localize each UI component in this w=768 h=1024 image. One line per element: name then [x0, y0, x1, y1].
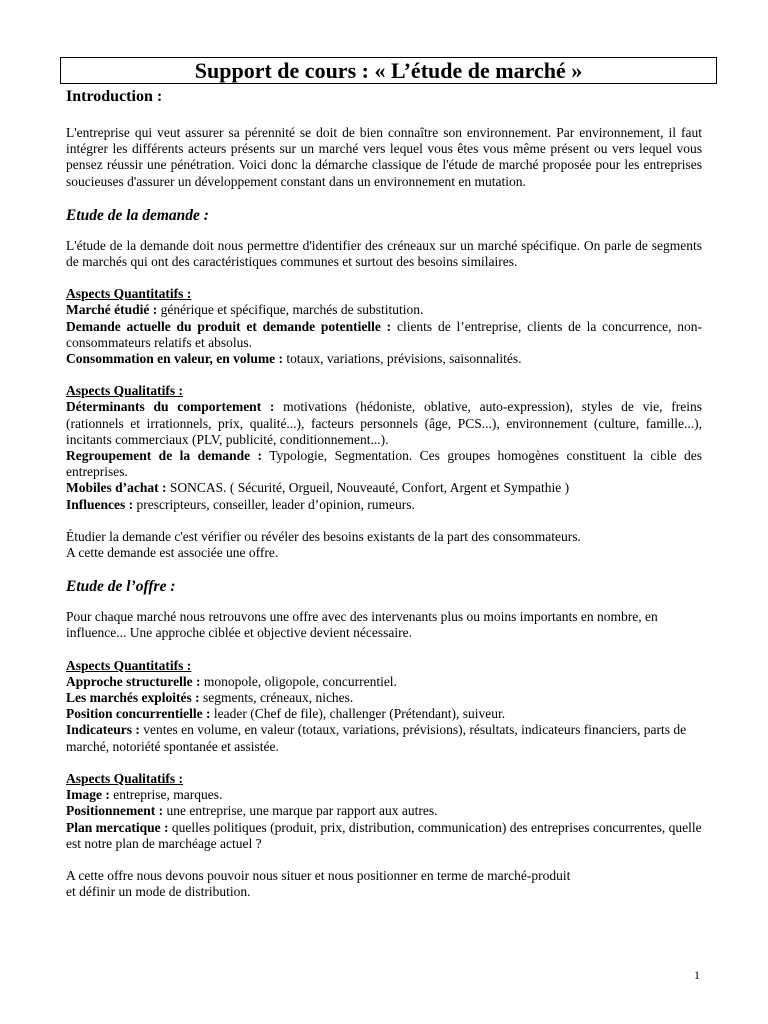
offre-quali-heading: Aspects Qualitatifs :	[66, 770, 183, 786]
intro-heading: Introduction :	[66, 88, 163, 105]
offre-quanti-item: Indicateurs : ventes en volume, en valeur (totaux, variations, prévisions), résultats, indicateurs financiers, parts de marché, notoriété spontanée et assistée.	[66, 722, 687, 754]
offre-quanti-item: Les marchés exploités : segments, créneaux, niches.	[66, 690, 354, 706]
demande-quali-item: Influences : prescripteurs, conseiller, leader d’opinion, rumeurs.	[66, 496, 415, 512]
demande-closing-1: Étudier la demande c'est vérifier ou révéler des besoins existants de la part des consommateurs.	[66, 528, 581, 544]
demande-quali-heading: Aspects Qualitatifs :	[66, 383, 183, 399]
demande-quali-item: Déterminants du comportement : motivations (hédoniste, oblative, auto-expression), styles de vie, freins (rationnels et irrationnels, prix, qualité...), facteurs personnels (âge, PCS...), environnement (culture, famille...), incitants commerciaux (PLV, publicité, conditionnement...).	[66, 399, 702, 447]
intro-paragraph: L'entreprise qui veut assurer sa pérennité se doit de bien connaître son environnement. Par environnement, il faut intégrer les différents acteurs présents sur un marché vers lequel vous êtes vous même présent ou vers lequel vous pensez réussir une pénétration. Voici donc la démarche classique de l'étude de marché proposée pour les entreprises soucieuses d'assurer un développement constant dans un environnement en mutation.	[66, 125, 702, 189]
demande-intro: L'étude de la demande doit nous permettre d'identifier des créneaux sur un marché spécifique. On parle de segments de marchés qui ont des caractéristiques communes et surtout des besoins similaires.	[66, 237, 702, 270]
offre-heading: Etude de l’offre :	[66, 578, 176, 596]
offre-quanti-heading: Aspects Quantitatifs :	[66, 657, 192, 673]
demande-quanti-item: Marché étudié : générique et spécifique, marchés de substitution.	[66, 302, 424, 318]
demande-quali-item: Mobiles d’achat : SONCAS. ( Sécurité, Orgueil, Nouveauté, Confort, Argent et Sympathie )	[66, 480, 570, 496]
demande-quanti-item: Consommation en valeur, en volume : totaux, variations, prévisions, saisonnalités.	[66, 351, 522, 367]
demande-closing-2: A cette demande est associée une offre.	[66, 545, 279, 561]
offre-quali-item: Image : entreprise, marques.	[66, 787, 223, 803]
demande-quali-item: Regroupement de la demande : Typologie, Segmentation. Ces groupes homogènes constituent la cible des entreprises.	[66, 448, 702, 480]
page-number: 1	[694, 968, 700, 982]
offre-quali-item: Positionnement : une entreprise, une marque par rapport aux autres.	[66, 803, 438, 819]
document-title: Support de cours : « L’étude de marché »	[60, 57, 717, 84]
offre-quali-item: Plan mercatique : quelles politiques (produit, prix, distribution, communication) des entreprises concurrentes, quelle est notre plan de marchéage actuel ?	[66, 819, 702, 851]
demande-heading: Etude de la demande :	[66, 206, 209, 224]
offre-closing-2: et définir un mode de distribution.	[66, 884, 251, 900]
offre-quanti-item: Approche structurelle : monopole, oligopole, concurrentiel.	[66, 673, 397, 689]
offre-intro: Pour chaque marché nous retrouvons une offre avec des intervenants plus ou moins importants en nombre, en influence... Une approche ciblée et objective devient nécessaire.	[66, 609, 658, 641]
demande-quanti-item: Demande actuelle du produit et demande potentielle : clients de l’entreprise, clients de la concurrence, non-consommateurs relatifs et absolus.	[66, 318, 703, 350]
offre-quanti-item: Position concurrentielle : leader (Chef de file), challenger (Prétendant), suiveur.	[66, 706, 506, 722]
document-body	[66, 87, 702, 900]
demande-quanti-heading: Aspects Quantitatifs :	[66, 286, 192, 302]
offre-closing-1: A cette offre nous devons pouvoir nous situer et nous positionner en terme de marché-produit	[66, 867, 571, 883]
